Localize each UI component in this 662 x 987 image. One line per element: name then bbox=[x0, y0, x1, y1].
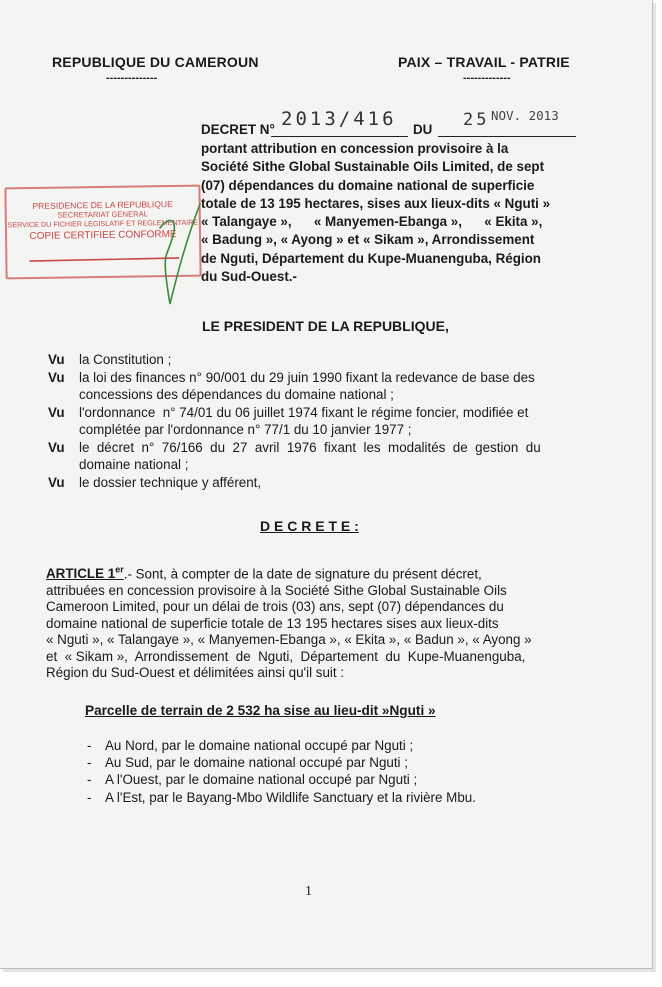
decree-title bbox=[201, 140, 576, 286]
article-first-line bbox=[46, 562, 582, 583]
green-pen-mark bbox=[150, 200, 210, 310]
decree-title-line: de Nguti, Département du Kupe-Muanenguba, Région bbox=[201, 250, 541, 266]
decree-number-underline bbox=[271, 136, 408, 137]
vu-label: Vu bbox=[48, 405, 65, 420]
article-line: « Nguti », « Talangaye », « Manyemen-Ebanga », « Ekita », « Badun », « Ayong » bbox=[46, 632, 532, 648]
decree-title-line: totale de 13 195 hectares, sises aux lieux-dits « Nguti » bbox=[201, 195, 551, 211]
stamp-line: PRESIDENCE DE LA REPUBLIQUE bbox=[32, 199, 173, 211]
vu-line: domaine national ; bbox=[79, 456, 189, 472]
header-left-title: REPUBLIQUE DU CAMEROUN bbox=[52, 54, 259, 70]
decree-du-label: DU bbox=[413, 122, 433, 137]
vu-label: Vu bbox=[48, 352, 65, 367]
parcel-bound-item bbox=[87, 755, 408, 770]
vu-text bbox=[79, 475, 578, 492]
vu-label: Vu bbox=[48, 475, 65, 490]
bullet-dash: - bbox=[87, 772, 92, 787]
stamp-line: SERVICE DU FICHIER LEGISLATIF ET REGLEMENTAIRE bbox=[7, 217, 199, 230]
parcel-bound-text: Au Nord, par le domaine national occupé par Nguti ; bbox=[105, 738, 414, 753]
stamp-line: SECRETARIAT GENERAL bbox=[57, 209, 148, 220]
vu-text bbox=[79, 352, 578, 369]
parcel-bound-text: Au Sud, par le domaine national occupé par Nguti ; bbox=[105, 755, 408, 770]
article-label-text: ARTICLE 1 bbox=[46, 566, 116, 582]
parcel-bound-item bbox=[87, 772, 417, 787]
article-label-sup: er bbox=[115, 565, 124, 575]
vu-line: le dossier technique y afférent, bbox=[79, 475, 262, 490]
decree-number-line bbox=[201, 108, 576, 140]
vu-label: Vu bbox=[48, 370, 65, 385]
vu-line: complétée par l'ordonnance n° 77/1 du 10 janvier 1977 ; bbox=[79, 421, 412, 437]
decree-number-handwritten: 2013/416 bbox=[281, 108, 397, 130]
bullet-dash: - bbox=[87, 738, 92, 753]
stamp-line: COPIE CERTIFIEE CONFORME bbox=[29, 228, 177, 243]
vu-text bbox=[79, 440, 578, 473]
parcel-bound-text: A l'Ouest, par le domaine national occupé par Nguti ; bbox=[105, 772, 418, 787]
vu-item bbox=[48, 370, 578, 404]
article-label bbox=[46, 566, 124, 581]
decree-label: DECRET N° bbox=[201, 122, 275, 137]
article-first-line-text: .- Sont, à compter de la date de signature du présent décret, bbox=[123, 566, 482, 582]
decree-title-line: « Badung », « Ayong » et « Sikam », Arrondissement bbox=[201, 232, 535, 248]
vu-item bbox=[48, 352, 578, 369]
article-line: Région du Sud-Ouest et délimitées ainsi qu'il suit : bbox=[46, 665, 345, 681]
parcel-title: Parcelle de terrain de 2 532 ha sise au lieu-dit »Nguti » bbox=[85, 703, 436, 718]
decree-date-underline bbox=[438, 136, 576, 137]
decree-date-day: 25 bbox=[463, 110, 490, 130]
decree-title-line: Société Sithe Global Sustainable Oils Limited, de sept bbox=[201, 159, 545, 175]
decree-title-line: du Sud-Ouest.- bbox=[201, 269, 297, 285]
page-number: 1 bbox=[305, 884, 312, 899]
article-line: domaine national de superficie totale de 13 195 hectares sises aux lieux-dits bbox=[46, 615, 499, 631]
vu-text bbox=[79, 405, 578, 438]
decree-date-month-year: NOV. 2013 bbox=[491, 108, 559, 123]
vu-item bbox=[48, 475, 578, 492]
parcel-bound-item bbox=[87, 790, 476, 805]
article-1 bbox=[46, 562, 582, 682]
article-line: et « Sikam », Arrondissement de Nguti, Département du Kupe-Muanenguba, bbox=[46, 648, 526, 664]
bullet-dash: - bbox=[87, 755, 92, 770]
decree-title-line: « Talangaye », « Manyemen-Ebanga », « Ekita », bbox=[201, 214, 543, 230]
vu-line: la Constitution ; bbox=[79, 352, 172, 367]
vu-line: l'ordonnance n° 74/01 du 06 juillet 1974 fixant le régime foncier, modifiée et bbox=[79, 405, 529, 420]
parcel-bound-text: A l'Est, par le Bayang-Mbo Wildlife Sanctuary et la rivière Mbu. bbox=[105, 790, 476, 805]
vu-line: concessions des dépendances du domaine national ; bbox=[79, 386, 394, 402]
bullet-dash: - bbox=[87, 790, 92, 805]
decree-title-line: portant attribution en concession provisoire à la bbox=[201, 141, 509, 156]
decree-title-line: (07) dépendances du domaine national de superficie bbox=[201, 177, 535, 193]
vu-item bbox=[48, 405, 578, 439]
parcel-bound-item bbox=[87, 738, 413, 753]
decrete-heading: D E C R E T E : bbox=[260, 518, 359, 534]
vu-line: la loi des finances n° 90/001 du 29 juin 1990 fixant la redevance de base des bbox=[79, 370, 535, 385]
vu-text bbox=[79, 370, 578, 403]
vu-label: Vu bbox=[48, 440, 65, 455]
vu-line: le décret n° 76/166 du 27 avril 1976 fixant les modalités de gestion du bbox=[79, 440, 541, 455]
header-right-underline: ------------- bbox=[463, 72, 511, 84]
vu-item bbox=[48, 440, 578, 474]
president-heading: LE PRESIDENT DE LA REPUBLIQUE, bbox=[202, 318, 449, 334]
article-line: attribuées en concession provisoire à la Société Sithe Global Sustainable Oils bbox=[46, 582, 507, 598]
header-left-underline: -------------- bbox=[106, 72, 158, 84]
header-right-title: PAIX – TRAVAIL - PATRIE bbox=[398, 54, 570, 70]
article-line: Cameroon Limited, pour un délai de trois (03) ans, sept (07) dépendances du bbox=[46, 599, 504, 615]
